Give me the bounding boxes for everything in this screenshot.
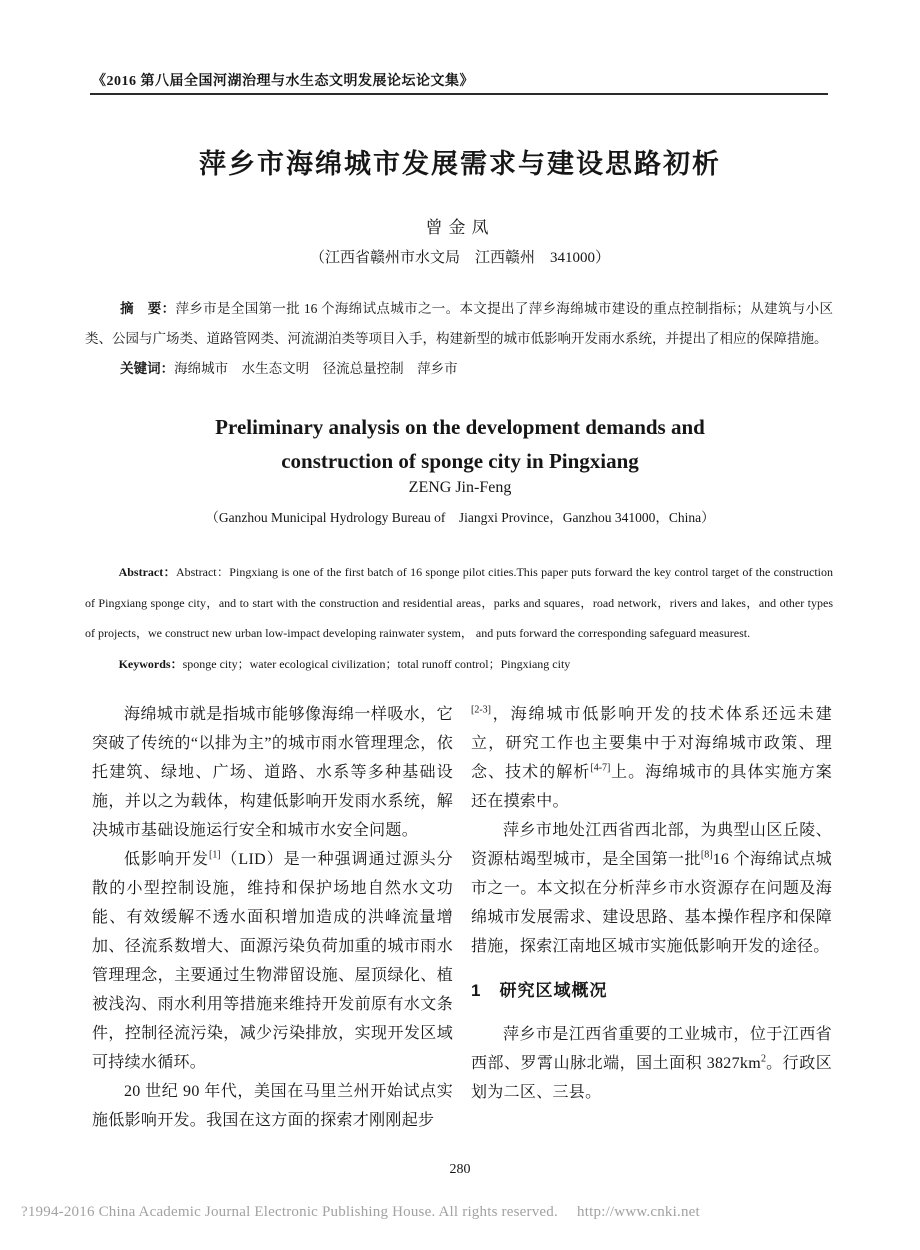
citation-ref-1: [1] bbox=[209, 849, 221, 861]
abstract-en-label: Abstract： bbox=[118, 565, 176, 579]
text-run: 上。海绵城市的具体实施方案还在摸索中。 bbox=[471, 764, 832, 810]
citation-ref-2-3: [2-3] bbox=[471, 704, 491, 716]
abstract-en bbox=[85, 557, 833, 649]
citation-ref-8: [8] bbox=[700, 849, 713, 861]
text-run: 16 个海绵试点城市之一。本文拟在分析萍乡市水资源存在问题及海绵城市发展需求、建设思路、基本操作程序和保障措施，探索江南地区城市实施低影响开发的途径。 bbox=[471, 851, 833, 955]
proceedings-header: 《2016 第八届全国河湖治理与水生态文明发展论坛论文集》 bbox=[92, 74, 474, 89]
paragraph-sponge-city-definition: 海绵城市就是指城市能够像海绵一样吸水，它突破了传统的“以排为主”的城市雨水管理理念，依托建筑、绿地、广场、道路、水系等多种基础设施，并以之为载体，构建低影响开发雨水系统，解决城市基础设施运行安全和城市水安全问题。 bbox=[92, 706, 453, 839]
keywords-zh-label: 关键词： bbox=[120, 361, 175, 376]
text-run: 萍乡市地处江西省西北部，为典型山区丘陵、资源枯竭型城市，是全国第一批 bbox=[471, 822, 832, 868]
paragraph-lid-history-continued bbox=[471, 700, 832, 816]
paper-title-en-line2: construction of sponge city in Pingxiang bbox=[281, 449, 639, 473]
author-name-zh: 曾金凤 bbox=[425, 218, 495, 237]
text-run: 。行政区划为二区、三县。 bbox=[471, 1055, 833, 1101]
abstract-en-block bbox=[85, 557, 833, 679]
paragraph-pingxiang-intro bbox=[471, 816, 832, 961]
body-column-left bbox=[92, 700, 453, 1135]
text-run: 低影响开发 bbox=[124, 851, 210, 868]
paper-title-zh: 萍乡市海绵城市发展需求与建设思路初析 bbox=[199, 149, 721, 179]
section-1-heading: 1 研究区域概况 bbox=[471, 981, 608, 1000]
text-run: ，海绵城市低影响开发的技术体系还远未建立，研究工作也主要集中于对海绵城市政策、理念、技术的解析 bbox=[471, 706, 832, 781]
abstract-en-text: Abstract：Pingxiang is one of the first batch of 16 sponge pilot cities.This paper puts forward the key control target of the construction of Pingxiang sponge city，and to start with the construction and residential areas，parks and squares，road network，rivers and lakes，and other types of projects，we construct new urban low-impact developing rainwater system， and puts forward the corresponding safeguard measurest. bbox=[85, 565, 833, 640]
abstract-zh-label: 摘 要： bbox=[120, 301, 176, 316]
keywords-zh-text: 海绵城市 水生态文明 径流总量控制 萍乡市 bbox=[174, 361, 458, 376]
keywords-en-label: Keywords： bbox=[118, 656, 183, 671]
keywords-zh bbox=[85, 354, 833, 384]
copyright-notice: ?1994-2016 China Academic Journal Electronic Publishing House. All rights reserved. http://www.cnki.net bbox=[21, 1204, 700, 1220]
affiliation-en: （Ganzhou Municipal Hydrology Bureau of Jiangxi Province，Ganzhou 341000，China） bbox=[205, 510, 715, 525]
paragraph-lid-definition bbox=[92, 845, 453, 1077]
affiliation-zh: （江西省赣州市水文局 江西赣州 341000） bbox=[309, 250, 610, 266]
paper-title-en bbox=[0, 410, 920, 478]
text-run: 萍乡市是江西省重要的工业城市，位于江西省西部、罗霄山脉北端，国土面积 3827km bbox=[471, 1026, 832, 1072]
paragraph-study-area bbox=[471, 1020, 832, 1107]
body-columns bbox=[92, 700, 832, 1135]
paper-title-en-line1: Preliminary analysis on the development demands and bbox=[215, 415, 705, 439]
keywords-en-text: sponge city；water ecological civilization；total runoff control；Pingxiang city bbox=[182, 656, 571, 671]
superscript-square: 2 bbox=[760, 1053, 766, 1065]
author-name-en: ZENG Jin-Feng bbox=[408, 479, 512, 496]
abstract-zh-block bbox=[85, 294, 833, 384]
page-number: 280 bbox=[449, 1162, 471, 1177]
header-divider bbox=[90, 93, 828, 95]
text-run: （LID）是一种强调通过源头分散的小型控制设施，维持和保护场地自然水文功能、有效缓解不透水面积增加造成的洪峰流量增加、径流系数增大、面源污染负荷加重的城市雨水管理理念，主要通过生物滞留设施、屋顶绿化、植被浅沟、雨水利用等措施来维持开发前原有水文条件，控制径流污染，减少污染排放，实现开发区域可持续水循环。 bbox=[92, 851, 453, 1071]
abstract-zh-text: 萍乡市是全国第一批 16 个海绵试点城市之一。本文提出了萍乡海绵城市建设的重点控制指标；从建筑与小区类、公园与广场类、道路管网类、河流湖泊类等项目入手，构建新型的城市低影响开发雨水系统，并提出了相应的保障措施。 bbox=[85, 301, 834, 346]
body-column-right bbox=[471, 700, 832, 1135]
paragraph-lid-history: 20 世纪 90 年代，美国在马里兰州开始试点实施低影响开发。我国在这方面的探索才刚刚起步 bbox=[92, 1083, 453, 1129]
citation-ref-4-7: [4-7] bbox=[590, 762, 611, 774]
abstract-zh bbox=[85, 294, 833, 354]
keywords-en bbox=[85, 649, 833, 680]
